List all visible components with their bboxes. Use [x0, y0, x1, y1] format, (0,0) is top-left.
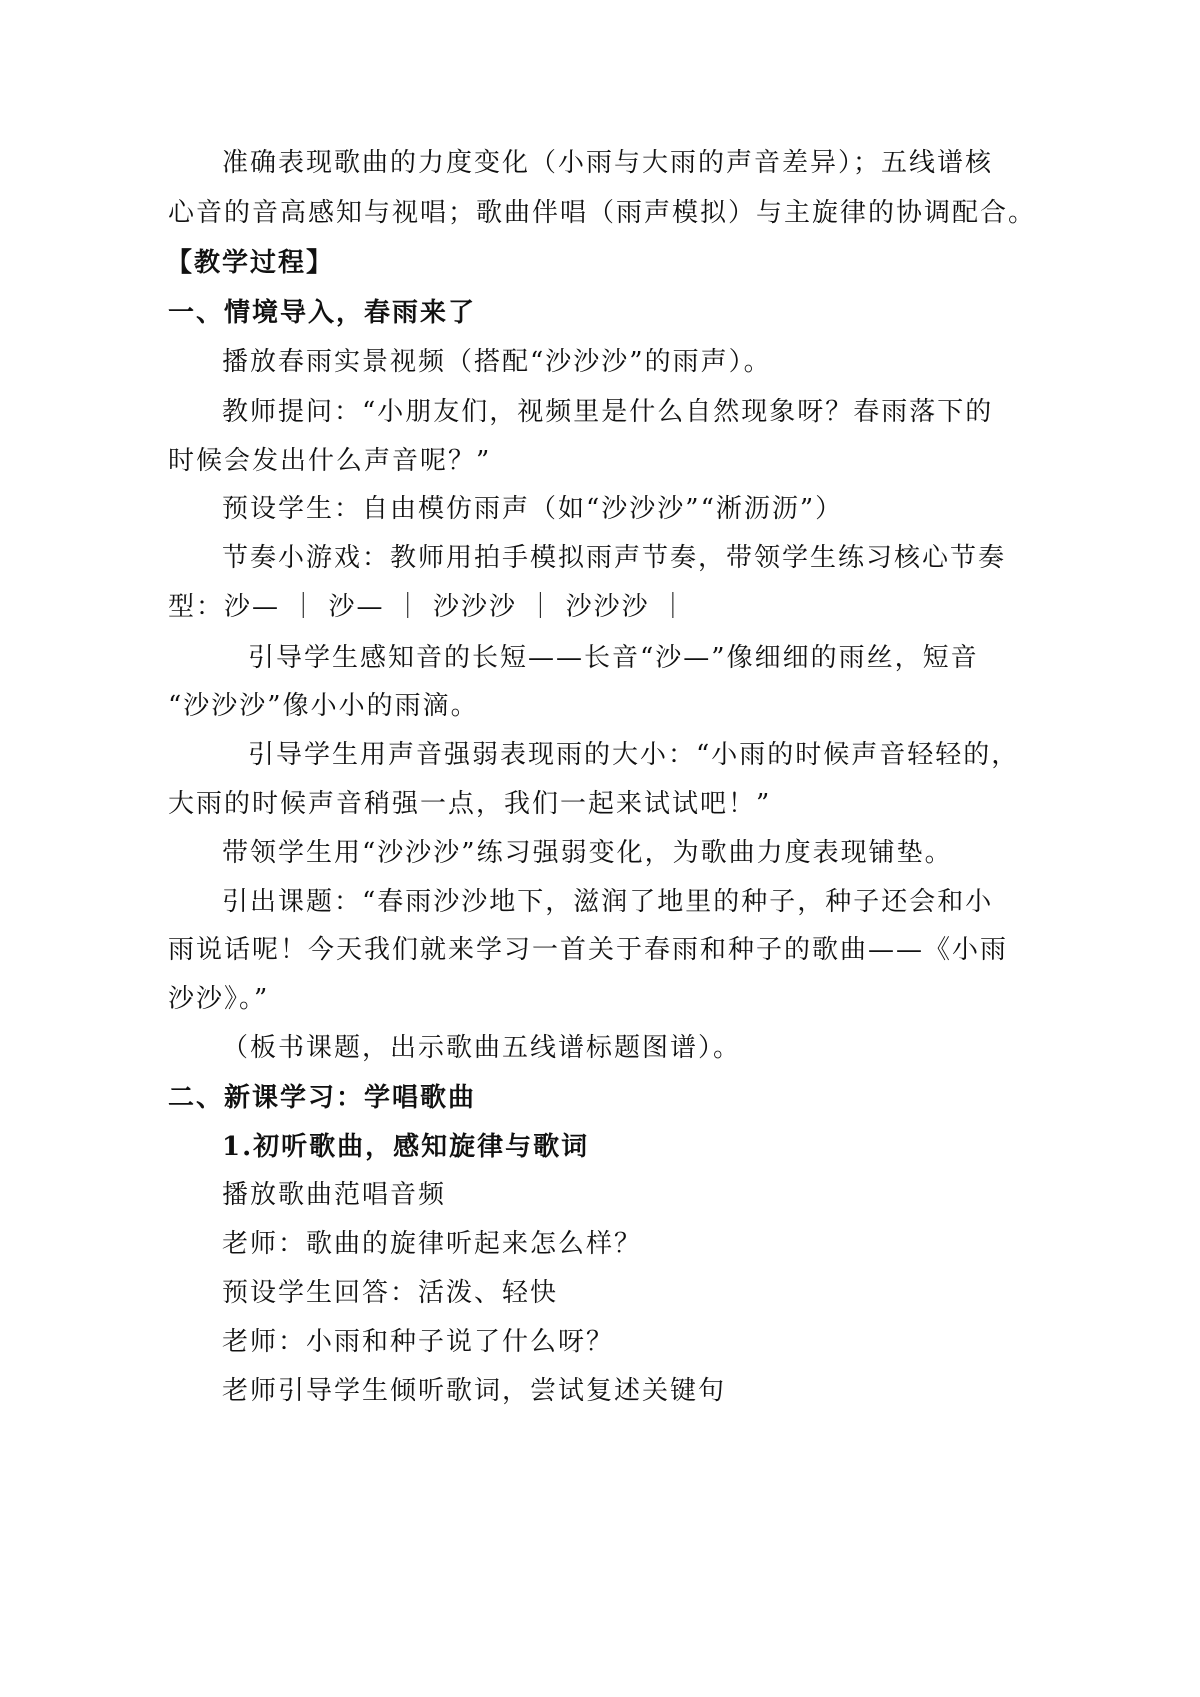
body-text-line: “沙沙沙”像小小的雨滴。: [168, 691, 479, 721]
section-heading: 【教学过程】: [166, 248, 335, 278]
body-text-line: 引导学生感知音的长短——长音“沙—”像细细的雨丝，短音: [248, 643, 979, 673]
body-text-line: 预设学生：自由模仿雨声（如“沙沙沙”“淅沥沥”）: [222, 494, 844, 524]
body-text-line: 节奏小游戏：教师用拍手模拟雨声节奏，带领学生练习核心节奏: [222, 543, 1007, 573]
subsection-heading: 1.初听歌曲，感知旋律与歌词: [222, 1132, 590, 1162]
rhythm-pattern-line: 型：沙— ｜ 沙— ｜ 沙沙沙 ｜ 沙沙沙 ｜: [168, 592, 688, 622]
body-text-line: 引导学生用声音强弱表现雨的大小：“小雨的时候声音轻轻的，: [248, 740, 1020, 770]
body-text-line: 准确表现歌曲的力度变化（小雨与大雨的声音差异）；五线谱核: [222, 148, 994, 178]
body-text-line: 预设学生回答：活泼、轻快: [222, 1278, 559, 1308]
body-text-line: 沙沙》。”: [168, 984, 270, 1014]
body-text-line: （板书课题，出示歌曲五线谱标题图谱）。: [222, 1033, 742, 1063]
body-text-line: 教师提问：“小朋友们，视频里是什么自然现象呀？春雨落下的: [222, 397, 994, 427]
body-text-line: 时候会发出什么声音呢？”: [168, 446, 492, 476]
section-heading: 二、新课学习：学唱歌曲: [168, 1083, 477, 1113]
section-heading: 一、情境导入，春雨来了: [168, 298, 477, 328]
body-text-line: 老师引导学生倾听歌词，尝试复述关键句: [222, 1376, 727, 1406]
body-text-line: 播放春雨实景视频（搭配“沙沙沙”的雨声）。: [222, 347, 772, 377]
body-text-line: 老师：歌曲的旋律听起来怎么样？: [222, 1229, 643, 1259]
body-text-line: 雨说话呢！今天我们就来学习一首关于春雨和种子的歌曲——《小雨: [168, 935, 1009, 965]
body-text-line: 心音的音高感知与视唱；歌曲伴唱（雨声模拟）与主旋律的协调配合。: [168, 198, 1037, 228]
body-text-line: 播放歌曲范唱音频: [222, 1180, 447, 1210]
body-text-line: 老师：小雨和种子说了什么呀？: [222, 1327, 615, 1357]
body-text-line: 引出课题：“春雨沙沙地下，滋润了地里的种子，种子还会和小: [222, 887, 994, 917]
body-text-line: 大雨的时候声音稍强一点，我们一起来试试吧！”: [168, 789, 772, 819]
body-text-line: 带领学生用“沙沙沙”练习强弱变化，为歌曲力度表现铺垫。: [222, 838, 953, 868]
